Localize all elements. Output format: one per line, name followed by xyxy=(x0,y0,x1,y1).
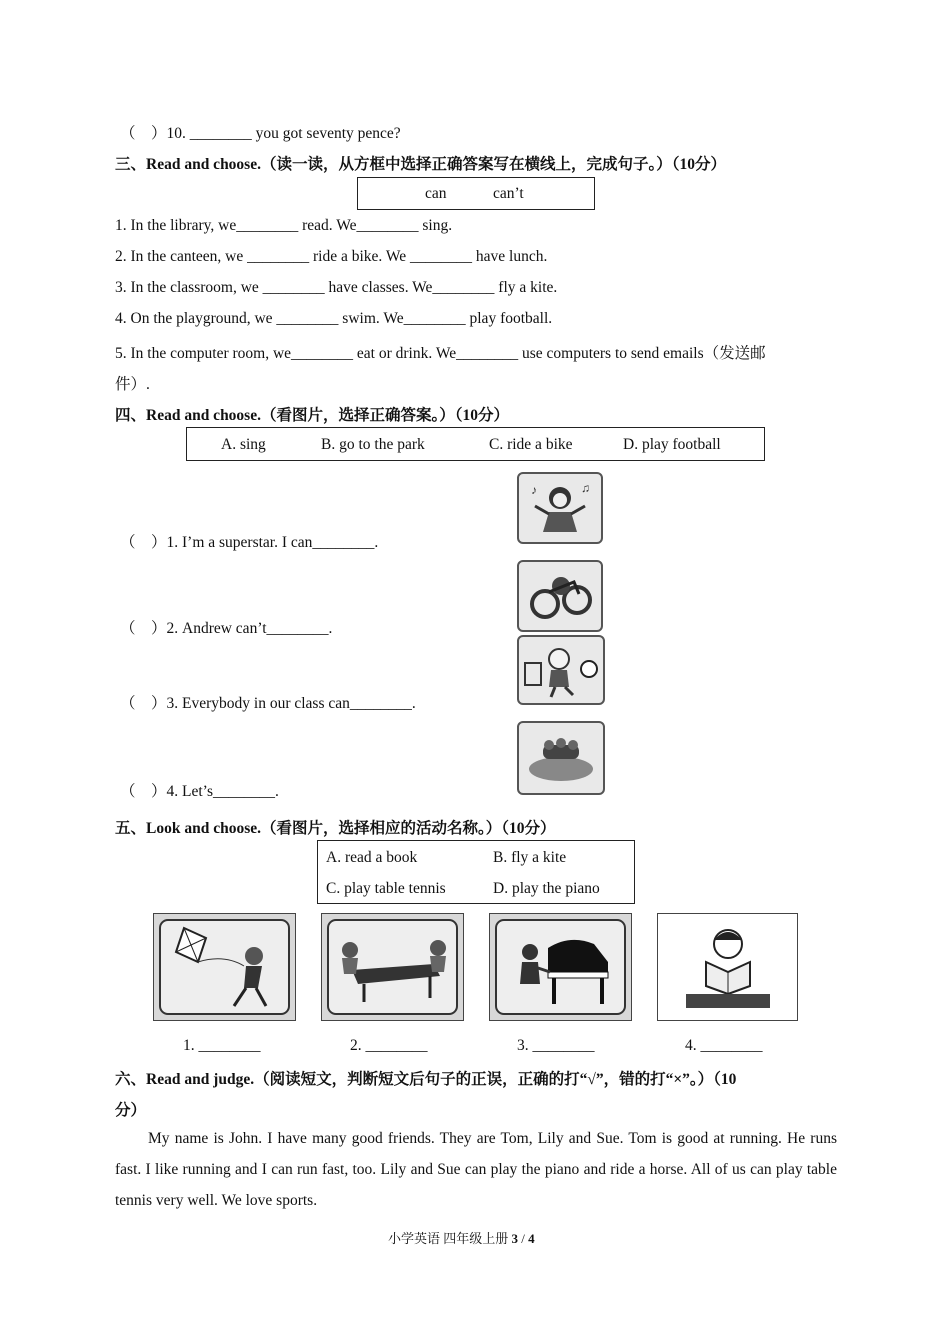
section5-option-box xyxy=(317,840,635,904)
section6-title-cn: （阅读短文，判断短文后句子的正误，正确的打“√”，错的打“×”。）（10 xyxy=(254,1071,737,1088)
page-footer xyxy=(388,1228,535,1247)
svg-text:♪: ♪ xyxy=(531,483,537,497)
section5-blank-1: 1. ________ xyxy=(183,1037,261,1054)
section5-blank-4: 4. ________ xyxy=(685,1037,763,1054)
section4-option-b: B. go to the park xyxy=(321,436,425,453)
section3-item-3: 3. In the classroom, we ________ have classes. We________ fly a kite. xyxy=(115,279,558,296)
section3-item-5: 5. In the computer room, we________ eat or drink. We________ use computers to send emails（发送邮 xyxy=(115,345,766,362)
question-10: （ ）10. ________ you got seventy pence? xyxy=(120,125,401,142)
section6-title xyxy=(115,1067,736,1089)
section4-option-d: D. play football xyxy=(623,436,721,453)
section3-title-en: 三、Read and choose. xyxy=(115,156,261,173)
footer-page: 3 xyxy=(511,1231,519,1246)
bike-crash-picture xyxy=(517,560,603,632)
section3-title xyxy=(115,152,726,174)
section4-option-box xyxy=(186,427,765,461)
section3-item-5-cont: 件）. xyxy=(115,376,150,393)
section5-title xyxy=(115,816,556,838)
footer-total: 4 xyxy=(528,1231,535,1246)
section6-passage: My name is John. I have many good friends. They are Tom, Lily and Sue. Tom is good at running. He runs fast. I like running and I can run fast, too. Lily and Sue can play the piano and ride a horse. All of us can play table tennis very well. We love sports. xyxy=(115,1130,837,1209)
section4-item-3: （ ）3. Everybody in our class can________. xyxy=(120,695,416,712)
word-can: can xyxy=(425,185,447,202)
section4-item-2: （ ）2. Andrew can’t________. xyxy=(120,620,333,637)
svg-text:♫: ♫ xyxy=(581,481,590,495)
section3-item-2: 2. In the canteen, we ________ ride a bike. We ________ have lunch. xyxy=(115,248,548,265)
kite-picture xyxy=(153,913,296,1021)
footer-sep: / xyxy=(521,1231,525,1246)
word-cant: can’t xyxy=(493,185,524,202)
section3-item-1: 1. In the library, we________ read. We________ sing. xyxy=(115,217,453,234)
section4-option-c: C. ride a bike xyxy=(489,436,573,453)
football-boy-picture xyxy=(517,635,605,705)
section4-option-a: A. sing xyxy=(221,436,266,453)
section4-title xyxy=(115,403,509,425)
singing-girl-picture xyxy=(517,472,603,544)
table-tennis-picture xyxy=(321,913,464,1021)
section3-title-cn: （读一读，从方框中选择正确答案写在横线上，完成句子。）（10分） xyxy=(260,156,726,173)
section5-option-c: C. play table tennis xyxy=(326,880,446,897)
piano-picture xyxy=(489,913,632,1021)
section4-title-cn: （看图片，选择正确答案。）（10分） xyxy=(260,407,509,424)
park-picture xyxy=(517,721,605,795)
section5-option-d: D. play the piano xyxy=(493,880,600,897)
section4-title-en: 四、Read and choose. xyxy=(115,407,261,424)
section6-title-cont: 分） xyxy=(115,1102,147,1119)
section6-title-en: 六、Read and judge. xyxy=(115,1071,255,1088)
section5-option-b: B. fly a kite xyxy=(493,849,567,866)
footer-text: 小学英语 四年级上册 xyxy=(388,1231,509,1246)
section4-item-1: （ ）1. I’m a superstar. I can________. xyxy=(120,534,379,551)
section5-blank-2: 2. ________ xyxy=(350,1037,428,1054)
section5-option-a: A. read a book xyxy=(326,849,418,866)
section5-title-cn: （看图片，选择相应的活动名称。）（10分） xyxy=(261,820,556,837)
reading-picture xyxy=(657,913,798,1021)
section3-word-box xyxy=(357,177,595,210)
section4-item-4: （ ）4. Let’s________. xyxy=(120,783,279,800)
section5-title-en: 五、Look and choose. xyxy=(115,820,261,837)
section5-blank-3: 3. ________ xyxy=(517,1037,595,1054)
section3-item-4: 4. On the playground, we ________ swim. We________ play football. xyxy=(115,310,553,327)
